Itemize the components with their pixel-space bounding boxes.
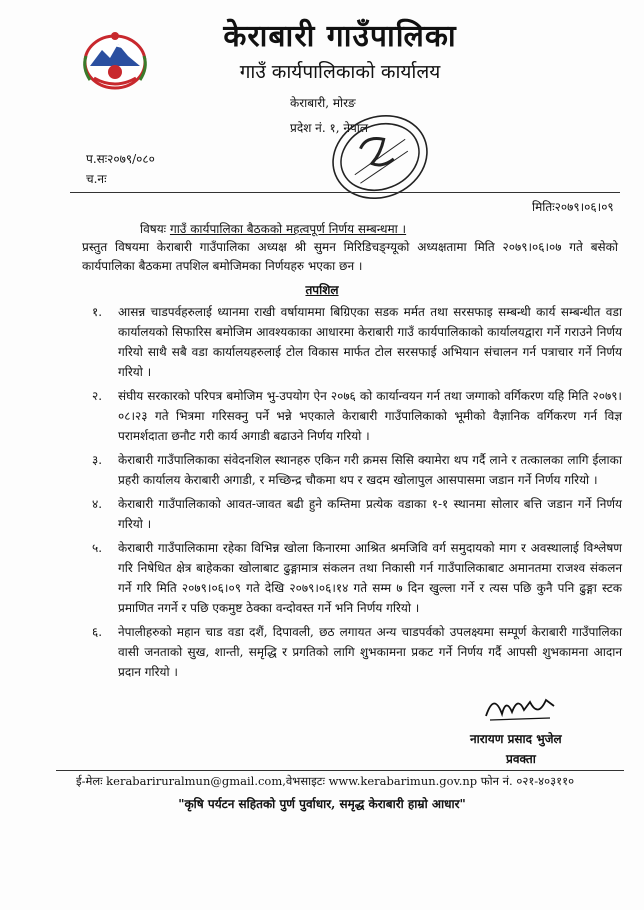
subject-label: विषयः — [140, 222, 167, 236]
decision-list — [92, 302, 622, 686]
office-stamp-icon — [320, 102, 440, 212]
decision-text: केराबारी गाउँपालिकामा रहेका विभिन्न खोला किनारमा आश्रित श्रमजिवि वर्ग समुदायको माग र अवस्थालाई विश्लेषण गरि निषेधित क्षेत्र बाहेकका खोलाबाट ढुङ्गामात्र संकलन तथा निकासी गर्न गाउँपालिकाबाट अमानतमा राजश्व संकलन गर्ने गरि मिति २०७९।०६।०९ गते देखि २०७९।०६।१४ गते सम्म ७ दिन खुल्ला गर्ने र त्यस पछि कुनै पनि ढुङ्गा स्टक प्रमाणित नगर्ने र पछि एकमुष्ट ठेक्का वन्दोवस्त गर्ने भनि निर्णय गरियो । — [118, 541, 622, 615]
signatory-name: नारायण प्रसाद भुजेल — [470, 732, 562, 746]
footer-slogan: "कृषि पर्यटन सहितको पुर्ण पुर्वाधार, समृद्ध केराबारी हाम्रो आधार" — [178, 797, 466, 811]
subject-value: गाउँ कार्यपालिका बैठकको महत्वपूर्ण निर्णय सम्बन्धमा । — [169, 222, 407, 236]
dispatch-number: च.नः — [86, 172, 107, 186]
office-address: केराबारी, मोरङ — [290, 96, 356, 110]
decision-item — [92, 538, 622, 618]
decision-text: केराबारी गाउँपालिकाको आवत-जावत बढी हुने कम्तिमा प्रत्येक वडाका १-१ स्थानमा सोलार बत्ति जडान गर्ने निर्णय गरियो । — [118, 497, 622, 531]
decision-item — [92, 450, 622, 490]
footer-contact: ई-मेलः kerabariruralmun@gmail.com,वेभसाइटः www.kerabarimun.gov.np फोन नं. ०२१-४०३११० — [76, 774, 575, 788]
decision-number: २. — [92, 389, 103, 403]
decision-item — [92, 386, 622, 446]
footer-divider — [56, 770, 624, 771]
decision-text: केराबारी गाउँपालिकाका संवेदनशिल स्थानहरु एकिन गरी क्रमस सिसि क्यामेरा थप गर्दै लाने र तत्कालका लागि ईलाका प्रहरी कार्यालय केराबारी अगाडी, र मच्छिन्द्र चौकमा थप र खदम खोलापुल आसपासमा जडान गर्ने निर्णय गरियो । — [118, 453, 622, 487]
decision-text: नेपालीहरुको महान चाड वडा दशैं, दिपावली, छठ लगायत अन्य चाडपर्वको उपलक्ष्यमा सम्पूर्ण केराबारी गाउँपालिका वासी जनताको सुख, शान्ती, समृद्धि र प्रगतिको लागि शुभकामना प्रकट गर्ने निर्णय गर्दै आपसी शुभकामना आदान प्रदान गरियो । — [118, 625, 622, 679]
signatory-title: प्रवक्ता — [506, 752, 536, 766]
letter-number: प.सः२०७९/०८० — [86, 152, 155, 166]
decision-number: ३. — [92, 453, 103, 467]
office-name: केराबारी गाउँपालिका — [223, 19, 457, 54]
header-divider — [70, 192, 620, 193]
decision-text: संघीय सरकारको परिपत्र बमोजिम भु-उपयोग ऐन २०७६ को कार्यान्वयन गर्न तथा जग्गाको वर्गिकरण यहि मिति २०७९।०८।२३ गते भित्रमा गरिसक्नु पर्ने भन्ने भएकाले केराबारी गाउँपालिकाको भूमीको वैज्ञानिक वर्गिकरण गर्न विज्ञ परामर्शदाता छनौट गरी कार्य अगाडी बढाउने निर्णय गरियो । — [118, 389, 622, 443]
intro-paragraph: प्रस्तुत विषयमा केराबारी गाउँपालिका अध्यक्ष श्री सुमन मिरिडिचङ्ग्यूको अध्यक्षतामा मिति २०७९।०६।०७ गते बसेको कार्यपालिका बैठकमा तपशिल बमोजिमका निर्णयहरु भएका छन । — [82, 240, 618, 273]
office-subtitle: गाउँ कार्यपालिकाको कार्यालय — [239, 61, 441, 83]
decision-item — [92, 622, 622, 682]
decision-number: ६. — [92, 625, 103, 639]
decision-item — [92, 302, 622, 382]
letter-date: मितिः२०७९।०६।०९ — [532, 200, 614, 214]
decision-item — [92, 494, 622, 534]
office-province: प्रदेश नं. १, नेपाल — [290, 121, 369, 135]
section-title: तपशिल — [305, 283, 339, 297]
decision-number: १. — [92, 305, 103, 319]
subject-line — [140, 220, 406, 237]
decision-text: आसन्न चाडपर्वहरुलाई ध्यानमा राखी वर्षायाममा बिग्रिएका सडक मर्मत तथा सरसफाइ सम्बन्धी कार्य सम्बन्धीत वडा कार्यालयको सिफारिस बमोजिम आवश्यकाका आधारमा केराबारी गाउँ कार्यपालिकाको कार्यालयद्वारा गर्ने गराउने निर्णय गरियो साथै सबै वडा कार्यालयहरुलाई टोल विकास मार्फत टोल सरसफाई अभियान संचालन गर्न पत्राचार गर्ने निर्णय गरियो । — [118, 305, 622, 379]
decision-number: ५. — [92, 541, 103, 555]
decision-number: ४. — [92, 497, 103, 511]
signature-icon — [480, 688, 560, 724]
nepal-emblem-icon — [76, 26, 154, 96]
